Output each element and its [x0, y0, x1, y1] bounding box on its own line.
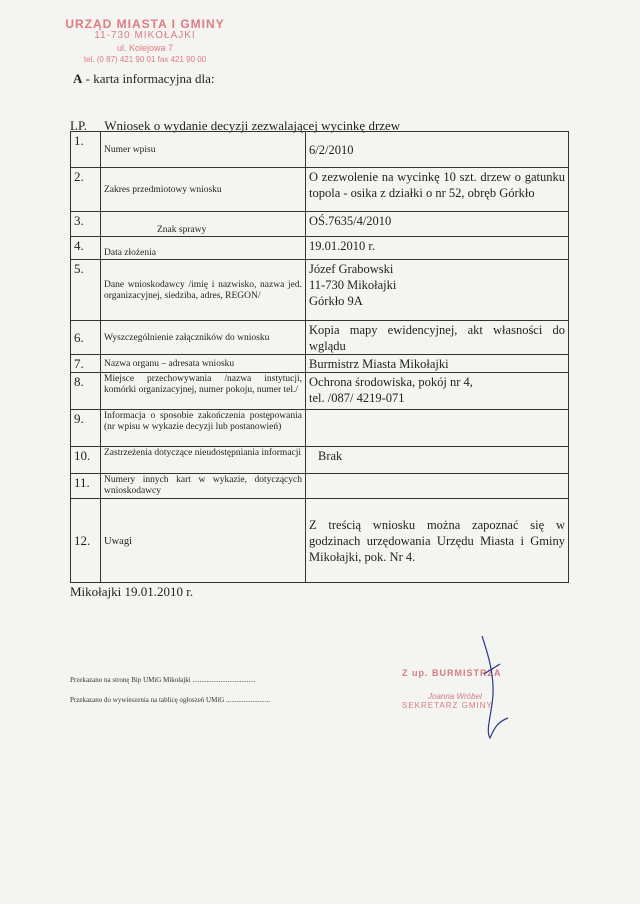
handwritten-signature [470, 634, 520, 744]
stamp-line-1: URZĄD MIASTA I GMINY [65, 17, 225, 31]
table-row [71, 132, 569, 168]
table-row [71, 260, 569, 321]
card-header [73, 71, 215, 87]
header-text: - karta informacyjna dla: [85, 71, 215, 86]
row-number: 6. [71, 321, 101, 355]
signature-stamp-line-3: SEKRETARZ GMINY [402, 701, 493, 710]
row-value [306, 410, 569, 447]
row-value [306, 474, 569, 499]
row-number: 7. [71, 355, 101, 373]
row-label: Uwagi [101, 499, 306, 583]
row-value: Brak [306, 447, 569, 474]
lp-label: LP. [70, 118, 87, 133]
table-row [71, 474, 569, 499]
row-value: O zezwolenie na wycinkę 10 szt. drzew o gatunku topola - osika z działki o nr 52, obręb Górkło [306, 168, 569, 212]
table-row [71, 355, 569, 373]
row-label: Data złożenia [101, 237, 306, 260]
row-number: 9. [71, 410, 101, 447]
office-stamp [60, 18, 230, 66]
row-value: Kopia mapy ewidencyjnej, akt własności do wglądu [306, 321, 569, 355]
table-row [71, 410, 569, 447]
row-value: Burmistrz Miasta Mikołajki [306, 355, 569, 373]
request-title: Wniosek o wydanie decyzji zezwalającej wycinkę drzew [104, 118, 401, 133]
header-prefix: A [73, 71, 83, 86]
row-number: 8. [71, 373, 101, 410]
info-table [70, 131, 569, 583]
table-row [71, 168, 569, 212]
row-value: OŚ.7635/4/2010 [306, 212, 569, 237]
row-label: Dane wnioskodawcy /imię i nazwisko, nazwa jed. organizacyjnej, siedziba, adres, REGON/ [101, 260, 306, 321]
row-number: 4. [71, 237, 101, 260]
bip-publication-note: Przekazano na stronę Bip UMiG Mikołajki .................................... [70, 676, 256, 684]
row-number: 1. [71, 132, 101, 168]
row-label: Wyszczególnienie załączników do wniosku [101, 321, 306, 355]
row-label: Informacja o sposobie zakończenia postępowania (nr wpisu w wykazie decyzji lub postanowień) [101, 410, 306, 447]
table-row [71, 212, 569, 237]
applicant-address: Górkło 9A [309, 294, 363, 308]
signature-stamp-line-1: Z up. BURMISTRZA [402, 668, 502, 678]
row-number: 3. [71, 212, 101, 237]
row-number: 2. [71, 168, 101, 212]
row-number: 10. [71, 447, 101, 474]
noticeboard-note: Przekazano do wywieszenia na tablicę ogłoszeń UMiG ......................... [70, 696, 270, 704]
row-value: 6/2/2010 [306, 132, 569, 168]
table-row [71, 499, 569, 583]
applicant-postcode: 11-730 Mikołajki [309, 278, 397, 292]
table-row [71, 321, 569, 355]
table-row [71, 237, 569, 260]
row-value: 19.01.2010 r. [306, 237, 569, 260]
row-label: Znak sprawy [101, 212, 306, 237]
row-label: Nazwa organu – adresata wniosku [101, 355, 306, 373]
row-value-cell [306, 260, 569, 321]
table-row [71, 373, 569, 410]
row-number: 11. [71, 474, 101, 499]
stamp-line-4: tel. (0 87) 421 90 01 fax 421 90 00 [83, 55, 207, 64]
row-value-cell [306, 373, 569, 410]
row-value: Z treścią wniosku można zapoznać się w godzinach urzędowania Urzędu Miasta i Gminy Mikołajki, pok. Nr 4. [306, 499, 569, 583]
table-row [71, 447, 569, 474]
stamp-line-3: ul. Kolejowa 7 [116, 43, 174, 53]
row-number: 12. [71, 499, 101, 583]
storage-location: Ochrona środowiska, pokój nr 4, [309, 375, 473, 389]
row-label: Zakres przedmiotowy wniosku [101, 168, 306, 212]
row-label: Miejsce przechowywania /nazwa instytucji, komórki organizacyjnej, numer pokoju, numer tel./ [101, 373, 306, 410]
applicant-name: Józef Grabowski [309, 262, 394, 276]
signature-stamp-line-2: Joanna Wróbel [428, 692, 482, 701]
row-number: 5. [71, 260, 101, 321]
storage-phone: tel. /087/ 4219-071 [309, 391, 405, 405]
row-label: Numery innych kart w wykazie, dotyczących wnioskodawcy [101, 474, 306, 499]
row-label: Numer wpisu [101, 132, 306, 168]
place-and-date: Mikołajki 19.01.2010 r. [70, 584, 194, 599]
stamp-line-2: 11-730 MIKOŁAJKI [94, 30, 196, 41]
row-label: Zastrzeżenia dotyczące nieudostępniania informacji [101, 447, 306, 474]
